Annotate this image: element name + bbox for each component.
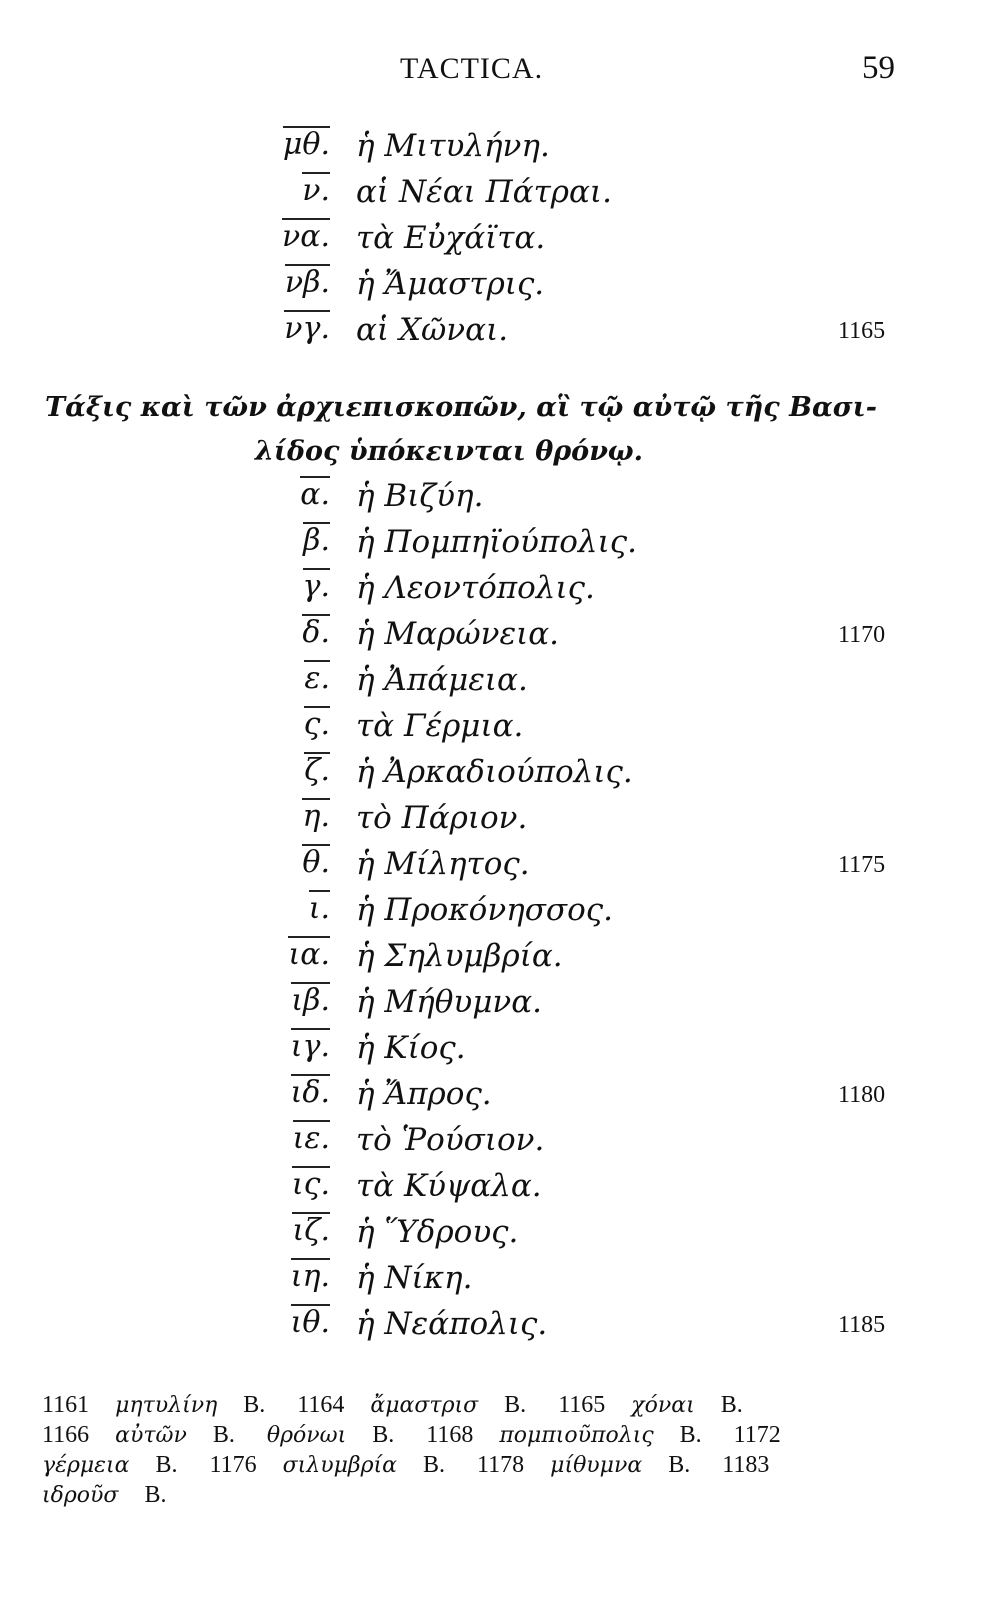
list-item — [0, 1212, 1000, 1258]
entry-numeral: ιγ. — [290, 1029, 330, 1064]
note-ref: 1176 — [209, 1452, 257, 1478]
entry-name: αἱ Χῶναι. — [356, 312, 509, 348]
entry-numeral: μθ. — [282, 127, 330, 162]
list-item — [0, 844, 1000, 890]
note-ref: 1161 — [42, 1392, 90, 1418]
entry-name: τὸ Πάριον. — [356, 800, 528, 836]
entry-numeral: ς. — [303, 707, 330, 742]
note-ref: 1178 — [477, 1452, 525, 1478]
entry-numeral: ιζ. — [292, 1213, 330, 1248]
section-heading — [45, 386, 905, 474]
entry-numeral: ιθ. — [290, 1305, 330, 1340]
entry-name: ἡ Μιτυλήνη. — [356, 128, 550, 164]
entry-name: τὰ Γέρμια. — [356, 708, 524, 744]
running-title: TACTICA. — [400, 52, 544, 85]
apparatus-line — [42, 1390, 902, 1420]
note-siglum: B. — [155, 1452, 178, 1478]
entry-name: ἡ Λεοντόπολις. — [356, 570, 595, 606]
list-item — [0, 706, 1000, 752]
entry-numeral: ιδ. — [290, 1075, 330, 1110]
entry-name: ἡ Ἄπρος. — [356, 1076, 492, 1112]
note-reading: μίθυμνα — [550, 1453, 643, 1478]
list-item — [0, 522, 1000, 568]
list-item — [0, 1074, 1000, 1120]
note-reading: σιλυμβρία — [282, 1453, 398, 1478]
line-number: 1170 — [838, 622, 886, 648]
list-item — [0, 890, 1000, 936]
entry-numeral: ζ. — [304, 753, 330, 788]
list-item — [0, 218, 1000, 264]
entry-numeral: ι. — [308, 891, 330, 926]
note-siglum: B. — [144, 1482, 167, 1508]
entry-numeral: δ. — [302, 615, 330, 650]
list-metropoleis — [0, 126, 1000, 356]
note-siglum: B. — [504, 1392, 527, 1418]
list-item — [0, 1028, 1000, 1074]
entry-name: ἡ Πομπηϊούπολις. — [356, 524, 637, 560]
list-archiepiscopates — [0, 476, 1000, 1350]
entry-name: ἡ Ἀρκαδιούπολις. — [356, 754, 633, 790]
apparatus-line — [42, 1450, 902, 1480]
entry-numeral: να. — [281, 219, 330, 254]
note-ref: 1183 — [722, 1452, 770, 1478]
list-item — [0, 172, 1000, 218]
entry-numeral: ν. — [302, 173, 330, 208]
list-item — [0, 1120, 1000, 1166]
line-number: 1180 — [838, 1082, 886, 1108]
heading-line-2: λίδος ὑπόκεινται θρόνῳ. — [255, 436, 644, 467]
note-ref: 1172 — [733, 1422, 781, 1448]
apparatus-line — [42, 1480, 902, 1510]
entry-name: ἡ Ὕδρους. — [356, 1214, 519, 1250]
note-reading: μητυλίνη — [115, 1393, 218, 1418]
note-reading: χόναι — [631, 1393, 695, 1418]
note-siglum: B. — [243, 1392, 266, 1418]
entry-name: ἡ Προκόνησσος. — [356, 892, 613, 928]
note-reading: πομπιοῦπολις — [499, 1423, 654, 1448]
note-siglum: B. — [212, 1422, 235, 1448]
entry-numeral: νγ. — [284, 311, 330, 346]
entry-numeral: ιε. — [292, 1121, 330, 1156]
entry-numeral: ιβ. — [291, 983, 330, 1018]
note-ref: 1165 — [558, 1392, 606, 1418]
list-item — [0, 660, 1000, 706]
entry-name: τὰ Κύψαλα. — [356, 1168, 542, 1204]
entry-name: ἡ Μίλητος. — [356, 846, 530, 882]
entry-name: ἡ Μαρώνεια. — [356, 616, 560, 652]
line-number: 1165 — [838, 318, 886, 344]
entry-numeral: ις. — [291, 1167, 330, 1202]
entry-name: ἡ Κίος. — [356, 1030, 466, 1066]
entry-name: ἡ Μήθυμνα. — [356, 984, 543, 1020]
list-item — [0, 310, 1000, 356]
critical-apparatus — [42, 1390, 902, 1510]
entry-numeral: θ. — [302, 845, 330, 880]
list-item — [0, 982, 1000, 1028]
entry-name: τὰ Εὐχάϊτα. — [356, 220, 546, 256]
entry-numeral: νβ. — [284, 265, 330, 300]
list-item — [0, 614, 1000, 660]
page-number: 59 — [862, 50, 895, 86]
entry-numeral: η. — [302, 799, 330, 834]
note-reading: αὐτῶν — [115, 1423, 187, 1448]
note-reading: θρόνωι — [266, 1423, 347, 1448]
entry-numeral: ε. — [304, 661, 330, 696]
running-header — [0, 52, 1000, 102]
note-reading: ιδροῦσ — [42, 1483, 119, 1508]
entry-numeral: β. — [303, 523, 330, 558]
note-siglum: B. — [372, 1422, 395, 1448]
note-siglum: B. — [720, 1392, 743, 1418]
entry-numeral: α. — [300, 477, 330, 512]
line-number: 1175 — [838, 852, 886, 878]
note-reading: γέρμεια — [42, 1453, 130, 1478]
heading-line-1: Τάξις καὶ τῶν ἀρχιεπισκοπῶν, αἳ τῷ αὐτῷ τῆς Βασι- — [45, 392, 877, 423]
note-ref: 1166 — [42, 1422, 90, 1448]
apparatus-line — [42, 1420, 902, 1450]
note-siglum: B. — [423, 1452, 446, 1478]
entry-name: ἡ Νεάπολις. — [356, 1306, 548, 1342]
list-item — [0, 126, 1000, 172]
list-item — [0, 1304, 1000, 1350]
note-ref: 1164 — [297, 1392, 345, 1418]
entry-numeral: ια. — [288, 937, 330, 972]
entry-numeral: γ. — [302, 569, 330, 604]
list-item — [0, 1166, 1000, 1212]
list-item — [0, 568, 1000, 614]
note-siglum: B. — [668, 1452, 691, 1478]
list-item — [0, 476, 1000, 522]
line-number: 1185 — [838, 1312, 886, 1338]
note-ref: 1168 — [426, 1422, 474, 1448]
entry-name: ἡ Σηλυμβρία. — [356, 938, 563, 974]
list-item — [0, 798, 1000, 844]
list-item — [0, 752, 1000, 798]
entry-name: αἱ Νέαι Πάτραι. — [356, 174, 612, 210]
list-item — [0, 936, 1000, 982]
note-reading: ἄμαστρισ — [370, 1393, 479, 1418]
entry-name: ἡ Ἄμαστρις. — [356, 266, 545, 302]
entry-name: τὸ Ῥούσιον. — [356, 1122, 545, 1158]
list-item — [0, 264, 1000, 310]
entry-numeral: ιη. — [290, 1259, 330, 1294]
entry-name: ἡ Βιζύη. — [356, 478, 484, 514]
note-siglum: B. — [679, 1422, 702, 1448]
entry-name: ἡ Ἀπάμεια. — [356, 662, 528, 698]
entry-name: ἡ Νίκη. — [356, 1260, 473, 1296]
list-item — [0, 1258, 1000, 1304]
